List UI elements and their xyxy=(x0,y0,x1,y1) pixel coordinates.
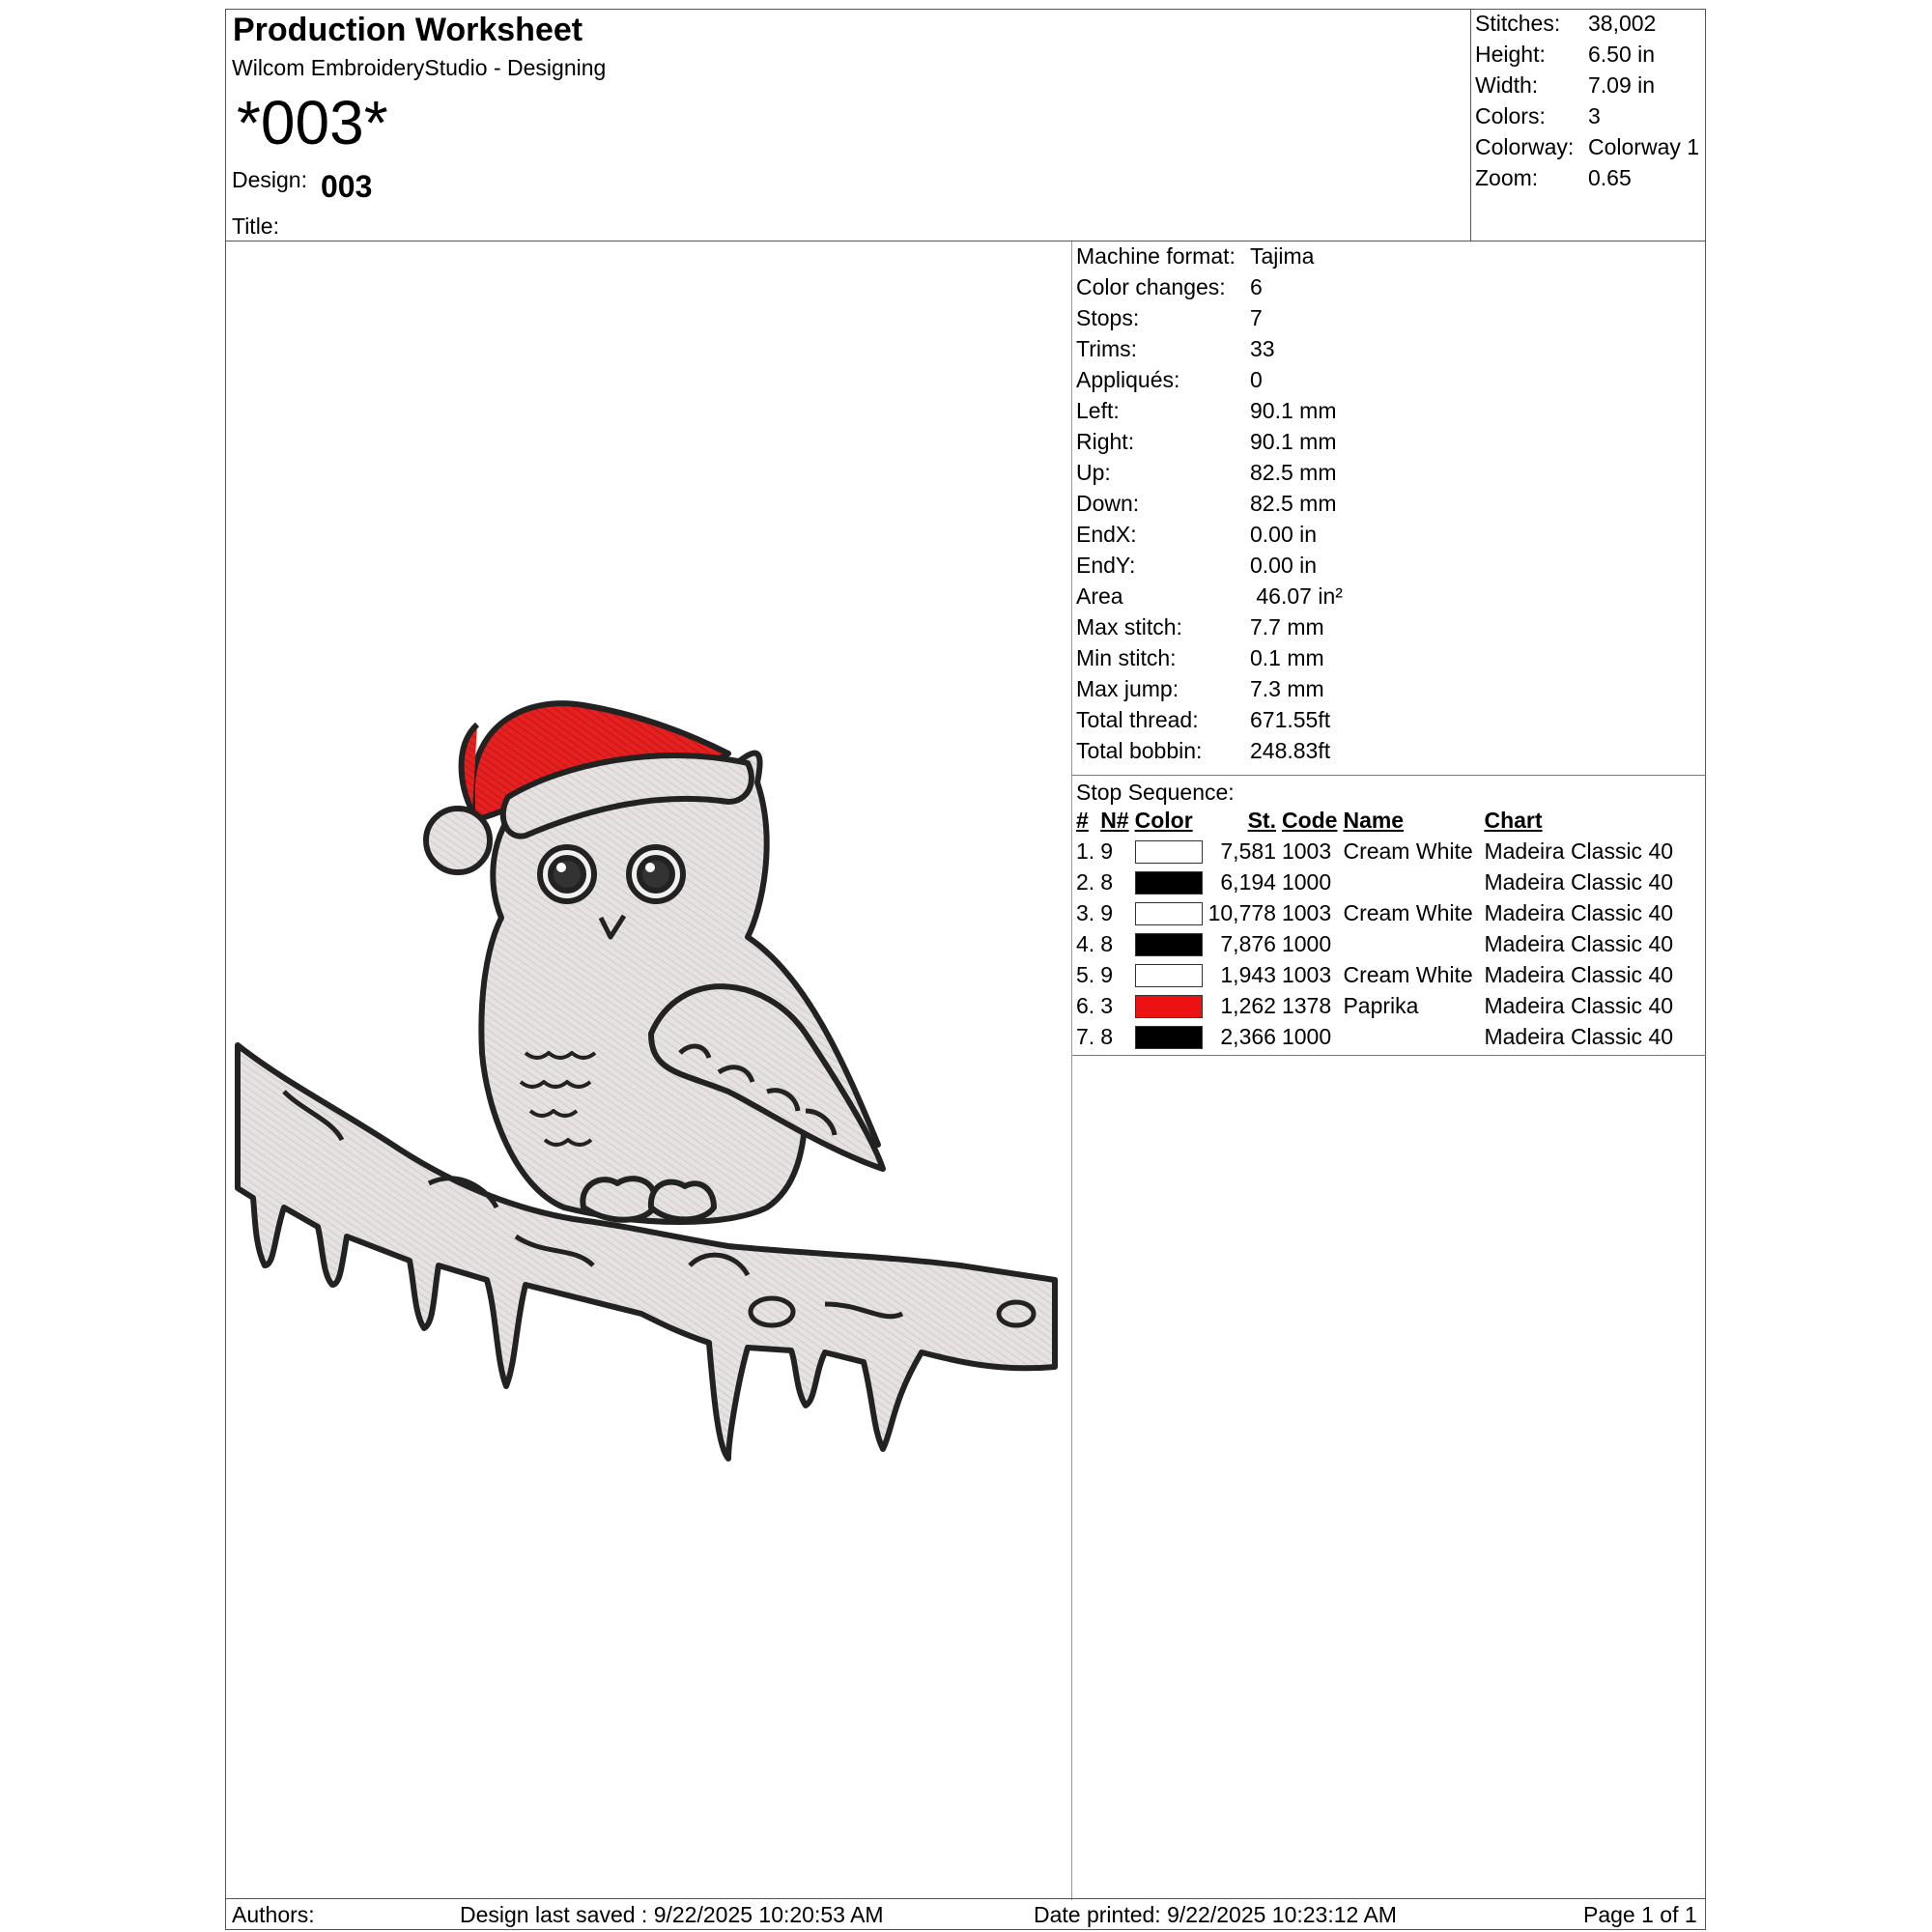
summary-value: 7.09 in xyxy=(1588,72,1656,98)
stop-sequence-body xyxy=(1073,836,1676,1052)
col-header-stitches: St. xyxy=(1247,807,1276,833)
col-header-code: Code xyxy=(1281,807,1338,833)
row-code: 1000 xyxy=(1281,868,1332,895)
color-swatch xyxy=(1135,840,1203,864)
table-row xyxy=(1073,928,1676,959)
row-code: 1378 xyxy=(1281,992,1332,1018)
stat-value: 46.07 in² xyxy=(1250,583,1343,609)
table-header-row xyxy=(1073,805,1676,836)
row-needle: 3 xyxy=(1100,992,1113,1018)
stat-value: 7.3 mm xyxy=(1250,676,1324,701)
design-value: 003 xyxy=(321,169,373,204)
stat-value: 0.1 mm xyxy=(1250,645,1324,670)
stat-label: Trims: xyxy=(1076,336,1138,361)
stat-value: 671.55ft xyxy=(1250,707,1331,732)
stat-label: Min stitch: xyxy=(1076,645,1177,670)
worksheet-title: Production Worksheet xyxy=(233,12,583,48)
row-stitches: 2,366 xyxy=(1220,1023,1276,1049)
summary-label: Zoom: xyxy=(1475,165,1539,190)
stat-value: 82.5 mm xyxy=(1250,460,1337,485)
summary-value: 38,002 xyxy=(1588,11,1657,36)
table-row xyxy=(1073,990,1676,1021)
authors-label: Authors: xyxy=(232,1902,315,1927)
table-row xyxy=(1073,1021,1676,1052)
stat-label: Up: xyxy=(1076,460,1111,485)
row-code: 1000 xyxy=(1281,1023,1332,1049)
software-subtitle: Wilcom EmbroideryStudio - Designing xyxy=(232,55,607,80)
col-header-chart: Chart xyxy=(1484,807,1543,833)
row-color xyxy=(1132,867,1206,897)
col-header-needle: N# xyxy=(1100,807,1129,833)
stat-value: 0 xyxy=(1250,367,1263,392)
row-needle: 9 xyxy=(1100,961,1113,987)
stat-value: 7 xyxy=(1250,305,1263,330)
row-needle: 9 xyxy=(1100,899,1113,925)
row-needle: 8 xyxy=(1100,868,1113,895)
stat-value: 33 xyxy=(1250,336,1275,361)
row-name xyxy=(1340,1021,1481,1052)
row-num: 7. xyxy=(1076,1023,1095,1049)
stat-label: Appliqués: xyxy=(1076,367,1180,392)
row-name: Paprika xyxy=(1343,992,1419,1018)
row-num: 4. xyxy=(1076,930,1095,956)
stop-sequence-table xyxy=(1073,805,1676,1052)
table-row xyxy=(1073,836,1676,867)
row-chart: Madeira Classic 40 xyxy=(1484,838,1674,864)
row-chart: Madeira Classic 40 xyxy=(1484,899,1674,925)
stat-value: 7.7 mm xyxy=(1250,614,1324,639)
stat-label: EndY: xyxy=(1076,553,1136,578)
row-code: 1003 xyxy=(1281,838,1332,864)
worksheet-header xyxy=(226,10,1472,242)
row-color xyxy=(1132,1021,1206,1052)
design-last-saved: Design last saved : 9/22/2025 10:20:53 AM xyxy=(460,1902,884,1927)
row-stitches: 1,943 xyxy=(1220,961,1276,987)
row-color xyxy=(1132,928,1206,959)
color-swatch xyxy=(1135,933,1203,956)
design-label: Design: xyxy=(232,167,307,192)
stat-label: Machine format: xyxy=(1076,243,1236,269)
color-swatch xyxy=(1135,902,1203,925)
table-row xyxy=(1073,867,1676,897)
col-header-num: # xyxy=(1076,807,1089,833)
row-num: 5. xyxy=(1076,961,1095,987)
col-header-name: Name xyxy=(1343,807,1405,833)
row-color xyxy=(1132,897,1206,928)
row-code: 1003 xyxy=(1281,899,1332,925)
row-color xyxy=(1132,959,1206,990)
row-name xyxy=(1340,867,1481,897)
stat-label: Total bobbin: xyxy=(1076,738,1203,763)
stat-label: Right: xyxy=(1076,429,1135,454)
row-chart: Madeira Classic 40 xyxy=(1484,1023,1674,1049)
stat-value: 248.83ft xyxy=(1250,738,1331,763)
summary-label: Colors: xyxy=(1475,103,1546,128)
row-num: 3. xyxy=(1076,899,1095,925)
row-needle: 9 xyxy=(1100,838,1113,864)
row-name: Cream White xyxy=(1343,838,1473,864)
stat-label: Max jump: xyxy=(1076,676,1179,701)
stat-label: Left: xyxy=(1076,398,1120,423)
details-panel xyxy=(1071,242,1705,1900)
stat-label: EndX: xyxy=(1076,522,1137,547)
summary-label: Colorway: xyxy=(1475,134,1575,159)
row-chart: Madeira Classic 40 xyxy=(1484,961,1674,987)
color-swatch xyxy=(1135,871,1203,895)
summary-label: Height: xyxy=(1475,42,1546,67)
row-stitches: 7,581 xyxy=(1220,838,1276,864)
row-stitches: 10,778 xyxy=(1208,899,1276,925)
stat-label: Down: xyxy=(1076,491,1140,516)
color-swatch xyxy=(1135,964,1203,987)
stat-label: Stops: xyxy=(1076,305,1140,330)
row-stitches: 7,876 xyxy=(1220,930,1276,956)
summary-label: Stitches: xyxy=(1475,11,1561,36)
table-row xyxy=(1073,897,1676,928)
row-chart: Madeira Classic 40 xyxy=(1484,930,1674,956)
stat-label: Area xyxy=(1076,583,1123,609)
row-stitches: 1,262 xyxy=(1220,992,1276,1018)
summary-panel xyxy=(1470,10,1705,242)
stat-value: 90.1 mm xyxy=(1250,429,1337,454)
summary-value: 6.50 in xyxy=(1588,42,1656,67)
row-chart: Madeira Classic 40 xyxy=(1484,992,1674,1018)
row-chart: Madeira Classic 40 xyxy=(1484,868,1674,895)
stat-label: Color changes: xyxy=(1076,274,1226,299)
row-color xyxy=(1132,836,1206,867)
stop-sequence-panel xyxy=(1072,776,1706,1056)
worksheet-sheet xyxy=(225,9,1706,1930)
row-needle: 8 xyxy=(1100,1023,1113,1049)
row-color xyxy=(1132,990,1206,1021)
stat-label: Max stitch: xyxy=(1076,614,1182,639)
design-barcode-text: *003* xyxy=(237,88,388,157)
summary-value: 0.65 xyxy=(1588,165,1632,190)
stat-value: 6 xyxy=(1250,274,1263,299)
row-stitches: 6,194 xyxy=(1220,868,1276,895)
summary-value: Colorway 1 xyxy=(1588,134,1700,159)
worksheet-footer xyxy=(226,1898,1705,1930)
stat-value: 0.00 in xyxy=(1250,522,1318,547)
row-name xyxy=(1340,928,1481,959)
row-num: 1. xyxy=(1076,838,1095,864)
owl-embroidery-image xyxy=(226,242,1072,1900)
col-header-color: Color xyxy=(1134,807,1193,833)
stat-value: 0.00 in xyxy=(1250,553,1318,578)
summary-label: Width: xyxy=(1475,72,1539,98)
row-code: 1003 xyxy=(1281,961,1332,987)
date-printed: Date printed: 9/22/2025 10:23:12 AM xyxy=(1034,1902,1397,1927)
color-swatch xyxy=(1135,1026,1203,1049)
row-needle: 8 xyxy=(1100,930,1113,956)
row-num: 2. xyxy=(1076,868,1095,895)
color-swatch xyxy=(1135,995,1203,1018)
page-number: Page 1 of 1 xyxy=(1583,1902,1697,1927)
summary-value: 3 xyxy=(1588,103,1601,128)
stat-value: 82.5 mm xyxy=(1250,491,1337,516)
row-num: 6. xyxy=(1076,992,1095,1018)
machine-stats xyxy=(1072,242,1706,776)
stat-label: Total thread: xyxy=(1076,707,1199,732)
stat-value: 90.1 mm xyxy=(1250,398,1337,423)
row-name: Cream White xyxy=(1343,961,1473,987)
design-preview xyxy=(226,242,1072,1900)
title-label: Title: xyxy=(232,213,279,239)
row-code: 1000 xyxy=(1281,930,1332,956)
row-name: Cream White xyxy=(1343,899,1473,925)
table-row xyxy=(1073,959,1676,990)
stat-value: Tajima xyxy=(1250,243,1315,269)
stop-sequence-label: Stop Sequence: xyxy=(1076,780,1235,805)
